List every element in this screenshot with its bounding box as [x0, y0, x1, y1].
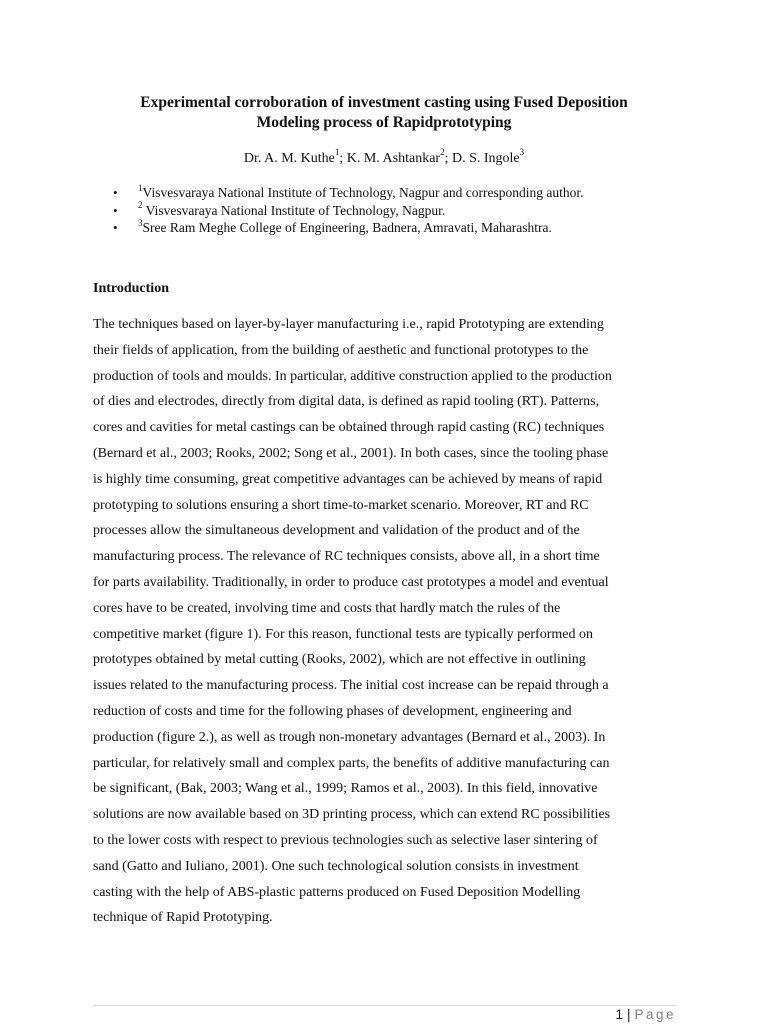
paragraph-line: (Bernard et al., 2003; Rooks, 2002; Song et al., 2001). In both cases, since the tooling phase: [93, 445, 609, 461]
paragraph-line: be significant, (Bak, 2003; Wang et al., 1999; Ramos et al., 2003). In this field, innovative: [93, 781, 598, 797]
paragraph-line: their fields of application, from the building of aesthetic and functional prototypes to the: [93, 342, 589, 358]
paragraph-line: of dies and electrodes, directly from digital data, is defined as rapid tooling (RT). Patterns,: [93, 394, 600, 410]
paper-title: [60, 93, 708, 133]
affiliation-text: Visvesvaraya National Institute of Technology, Nagpur.: [142, 202, 446, 218]
affiliation-mark: 2: [138, 200, 143, 210]
author-name: K. M. Ashtankar: [346, 151, 441, 166]
affiliation-list: [113, 184, 713, 237]
footer-divider: [93, 1005, 676, 1006]
section-heading: Introduction: [93, 281, 169, 296]
page-number: 1: [615, 1007, 623, 1022]
paragraph-line: sand (Gatto and Iuliano, 2001). One such technological solution consists in investment: [93, 858, 579, 874]
paragraph-line: to the lower costs with respect to previous technologies such as selective laser sintering of: [93, 832, 598, 848]
author-name: D. S. Ingole: [451, 151, 520, 166]
paragraph-line: solutions are now available based on 3D printing process, which can extend RC possibilities: [93, 807, 611, 823]
author-affiliation-mark: 1: [334, 147, 340, 158]
paragraph-line: The techniques based on layer-by-layer manufacturing i.e., rapid Prototyping are extending: [93, 317, 604, 332]
affiliation-mark: 1: [138, 182, 143, 193]
author-affiliation-mark: 2: [440, 147, 445, 158]
paragraph-line: processes allow the simultaneous development and validation of the product and of the: [93, 523, 580, 539]
bullet-icon: •: [113, 220, 118, 235]
paragraph-line: for parts availability. Traditionally, in order to produce cast prototypes a model and eventual: [93, 574, 609, 590]
page-separator: |: [626, 1007, 631, 1022]
paragraph-line: manufacturing process. The relevance of RC techniques consists, above all, in a short time: [93, 549, 600, 565]
affiliation-item: [113, 219, 713, 237]
paragraph-line: casting with the help of ABS-plastic patterns produced on Fused Deposition Modelling: [93, 884, 581, 900]
author-name: Dr. A. M. Kuthe: [243, 151, 335, 166]
paragraph-line: production of tools and moulds. In particular, additive construction applied to the production: [93, 368, 612, 384]
paragraph-line: particular, for relatively small and complex parts, the benefits of additive manufacturing can: [93, 755, 610, 771]
page-word: Page: [634, 1007, 676, 1022]
paragraph-line: production (figure 2.), as well as trough non-monetary advantages (Bernard et al., 2003). In: [93, 729, 606, 745]
paragraph-line: cores and cavities for metal castings can be obtained through rapid casting (RC) techniques: [93, 420, 605, 436]
affiliation-mark: 3: [138, 217, 143, 228]
paragraph-line: prototyping to solutions ensuring a short time-to-market scenario. Moreover, RT and RC: [93, 497, 589, 513]
affiliation-item: [113, 184, 713, 202]
title-line-2: Modeling process of Rapidprototyping: [256, 114, 512, 131]
body-paragraph: [93, 312, 683, 931]
bullet-icon: •: [113, 185, 118, 200]
paragraph-line: technique of Rapid Prototyping.: [93, 910, 273, 926]
affiliation-text: Visvesvaraya National Institute of Technology, Nagpur and corresponding author.: [142, 185, 584, 200]
paragraph-line: cores have to be created, involving time and costs that hardly match the rules of the: [93, 600, 561, 616]
paragraph-line: issues related to the manufacturing process. The initial cost increase can be repaid through a: [93, 678, 609, 694]
title-line-1: Experimental corroboration of investment casting using Fused Deposition: [140, 94, 628, 111]
paragraph-line: reduction of costs and time for the following phases of development, engineering and: [93, 703, 572, 719]
paragraph-line: competitive market (figure 1). For this reason, functional tests are typically performed on: [93, 626, 593, 642]
paragraph-line: is highly time consuming, great competitive advantages can be achieved by means of rapid: [93, 471, 603, 487]
author-affiliation-mark: 3: [519, 147, 525, 158]
affiliation-text: Sree Ram Meghe College of Engineering, Badnera, Amravati, Maharashtra.: [142, 220, 552, 235]
author-list: [60, 147, 708, 168]
affiliation-item: [113, 202, 713, 220]
paragraph-line: prototypes obtained by metal cutting (Rooks, 2002), which are not effective in outlining: [93, 652, 586, 668]
bullet-icon: •: [113, 202, 118, 218]
page-footer: [615, 1007, 676, 1022]
author-separator: ;: [444, 151, 452, 166]
author-separator: ;: [339, 151, 347, 166]
